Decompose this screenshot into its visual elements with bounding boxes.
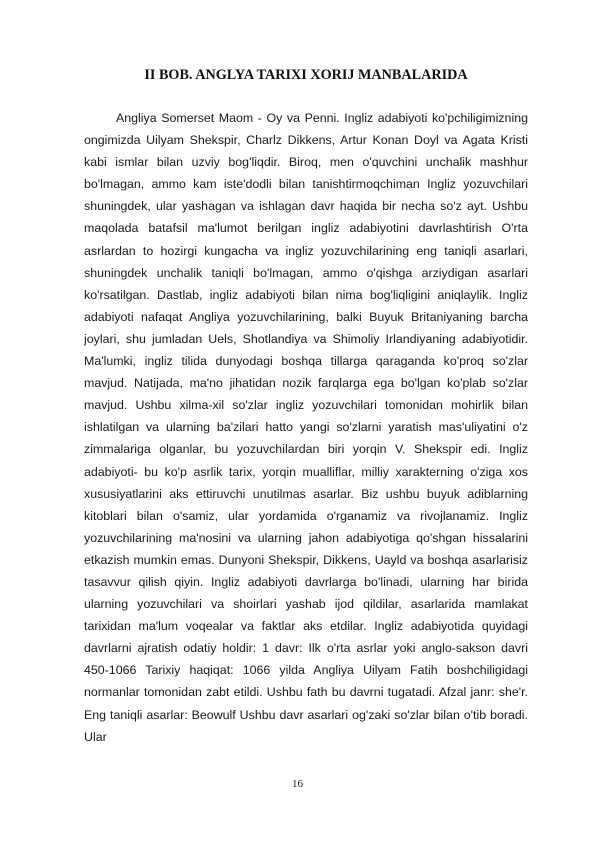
- body-paragraph: Angliya Somerset Maom - Oy va Penni. Ingliz adabiyoti ko'pchiligimizning ongimizda Uilyam Shekspir, Charlz Dikkens, Artur Konan Doyl va Agata Kristi kabi ismlar bilan uzviy bog'liqdir. Biroq, men o'quvchini unchalik mashhur bo'lmagan, ammo kam iste'dodli bilan tanishtirmoqchiman Ingliz yozuvchilari shuningdek, ular yashagan va ishlagan davr haqida bir necha so'z ayt. Ushbu maqolada batafsil ma'lumot berilgan ingliz adabiyotini davrlashtirish O'rta asrlardan to hozirgi kungacha va ingliz yozuvchilarining eng taniqli asarlari, shuningdek unchalik taniqli bo'lmagan, ammo o'qishga arziydigan asarlari ko'rsatilgan. Dastlab, ingliz adabiyoti bilan nima bog'liqligini aniqlaylik. Ingliz adabiyoti nafaqat Angliya yozuvchilarining, balki Buyuk Britaniyaning barcha joylari, shu jumladan Uels, Shotlandiya va Shimoliy Irlandiyaning adabiyotidir. Ma'lumki, ingliz tilida dunyodagi boshqa tillarga qaraganda ko'proq so'zlar mavjud. Natijada, ma'no jihatidan nozik farqlarga ega bo'lgan ko'plab so'zlar mavjud. Ushbu xilma-xil so'zlar ingliz yozuvchilari tomonidan mohirlik bilan ishlatilgan va ularning ba'zilari hatto yangi so'zlarni yaratish mas'uliyatini o'z zimmalariga olganlar, bu yozuvchilardan biri yorqin V. Shekspir edi. Ingliz adabiyoti- bu ko'p asrlik tarix, yorqin mualliflar, milliy xarakterning o'ziga xos xususiyatlarini aks ettiruvchi unutilmas asarlar. Biz ushbu buyuk adiblarning kitoblari bilan o'samiz, ular yordamida o'rganamiz va rivojlanamiz. Ingliz yozuvchilarining ma'nosini va ularning jahon adabiyotiga qo'shgan hissalarini etkazish mumkin emas. Dunyoni Shekspir, Dikkens, Uayld va boshqa asarlarisiz tasavvur qilish qiyin. Ingliz adabiyoti davrlarga bo'linadi, ularning har birida ularning yozuvchilari va shoirlari yashab ijod qildilar, asarlarida mamlakat tarixidan ma'lum voqealar va faktlar aks etdilar. Ingliz adabiyotida quyidagi davrlarni ajratish odatiy holdir: 1 davr: Ilk o'rta asrlar yoki anglo-sakson davri 450-1066 Tarixiy haqiqat: 1066 yilda Angliya Uilyam Fatih boshchiligidagi normanlar tomonidan zabt etildi. Ushbu fath bu davrni tugatadi. Afzal janr: she'r. Eng taniqli asarlar: Beowulf Ushbu davr asarlari og'zaki so'zlar bilan o'tib boradi. Ular: [84, 111, 528, 744]
- page-number: 16: [292, 778, 303, 790]
- chapter-heading: II BOB. ANGLYA TARIXI XORIJ MANBALARIDA: [144, 67, 468, 83]
